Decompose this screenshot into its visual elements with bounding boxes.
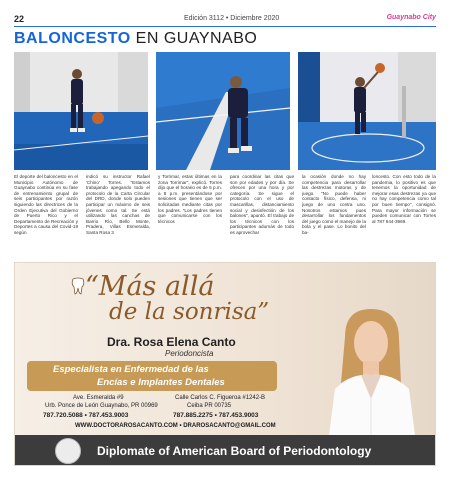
- article-column: El deporte del baloncesto en el Municipio Autónomo de Guaynabo continúa en su fase de entrenamiento grupal de seis participantes por razón siguiendo las directrices de la Orden Ejecutiva del Gobierno de Puerto Rico y el Departamento de Recreación y Deportes a causa del Covid-19 según: [14, 174, 78, 235]
- article-column: loncesto. Con esto todo de la pandemia, lo positivo es que tenemos la oportunidad de mejorar esas destrezas ya que no hay competencia como tal por buen tiempo", consignó. Para mayor información se pueden comunicar con Torres al 787 644-3969.: [372, 174, 436, 224]
- ad-slogan-line2: de la sonrisa”: [109, 299, 270, 325]
- article-column: indicó su instructor Rafael 'Chino' Torres. "Estamos trabajando apegando todo el protocolo de la Carta Circular del DRD, donde solo pueden participar un máximo de seis jóvenes como tal. Se está utilizando las canchas de Barrio Río, Bello Monte, Pradera, Villas Esmeralda, Santa Rosa 3: [86, 174, 150, 235]
- page-number: 22: [14, 14, 25, 24]
- specialty-line1: Especialista en Enfermedad de las: [53, 364, 209, 375]
- girl-dribbling-photo: [14, 52, 148, 170]
- website-email: WWW.DOCTORAROSACANTO.COM • DRAROSACANTO@GMAIL.COM: [75, 423, 276, 429]
- diplomate-band: [15, 435, 436, 466]
- article-column: para coordinar las citas que son por edades y por día. Se ofrecen por una hora y por categoría. Se sigue el protocolo con el uso de mascarillas, distanciamiento social y desinfectión de los balones", apuntó. El trabajo de los técnicos con los participantes adurnás de todo es aprovechar: [230, 174, 294, 235]
- article-column: y Torrimar, estas últimas en la zona Torrimar", explicó. Torres dijo que el horario es de 5 p.m. a 8 p.m. presentándose por sesiones que tienen que ser solicitadas mediante citas por los padres. "Los padres tienen que comunicarse con los técnicos: [158, 174, 222, 224]
- ad-slogan-line1: “Más allá: [85, 271, 215, 302]
- header-rule: [14, 26, 436, 27]
- office2-city: Ceiba PR 00735: [187, 403, 232, 409]
- title-sport: BALONCESTO: [14, 30, 131, 47]
- logo-accent: City: [422, 14, 436, 21]
- tooth-icon: [71, 277, 85, 295]
- article-column: la ocasión donde no hay competencia para desarrollar las destrezas motoras y de juego. "No puede haber contacto físico, defensa, ni juego de uno contra uno. Nosotros estamos pues desarrollar los fundamentos del juego como el manejo de la bola y el pase. Lo bonito del ba-: [302, 174, 366, 235]
- specialty-banner: [27, 361, 277, 391]
- section-title: [14, 30, 257, 48]
- title-place: EN GUAYNABO: [135, 30, 258, 47]
- doctor-name: Dra. Rosa Elena Canto: [107, 335, 236, 349]
- office2-address: Calle Carlos C. Figueroa #1242-B: [175, 395, 266, 401]
- diplomate-text: Diplomate of American Board of Periodontology: [97, 444, 372, 458]
- edition-label: Edición 3112 • Diciembre 2020: [184, 15, 280, 22]
- office1-phones: 787.720.5088 • 787.453.9003: [43, 412, 129, 419]
- board-seal-icon: [55, 438, 81, 464]
- girl-shooting-photo: [298, 52, 436, 170]
- specialty-line2: Encías e Implantes Dentales: [97, 377, 225, 388]
- article-body: [14, 174, 436, 258]
- doctor-role: Periodoncista: [165, 349, 214, 358]
- office2-phones: 787.885.2275 • 787.453.9003: [173, 412, 259, 419]
- office1-city: Urb. Ponce de León Guaynabo, PR 00969: [45, 403, 158, 409]
- logo-city: Guaynabo: [386, 14, 421, 21]
- dentist-advertisement: [14, 262, 436, 466]
- player-running-photo: [156, 52, 290, 170]
- doctor-portrait: [301, 303, 431, 435]
- publication-logo: [387, 14, 436, 21]
- office1-address: Ave. Esmeralda #9: [73, 395, 124, 401]
